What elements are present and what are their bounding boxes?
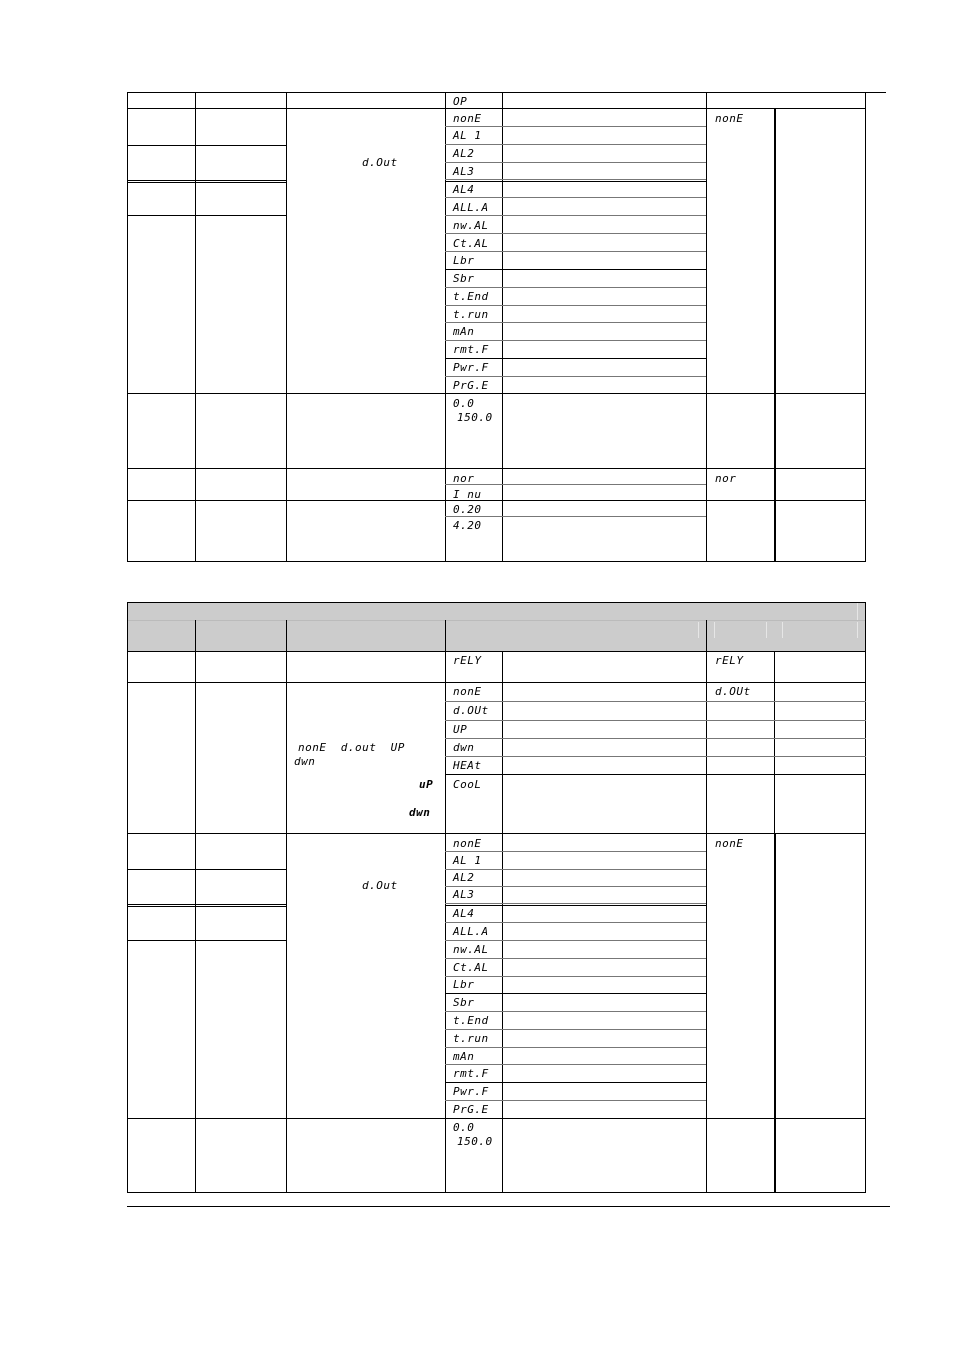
code-inu: I nu xyxy=(453,488,482,501)
code-sbr: Sbr xyxy=(453,272,475,285)
code-420: 4.20 xyxy=(453,519,482,532)
code-dwn-b: dwn xyxy=(453,741,475,754)
code-al2: AL2 xyxy=(453,147,475,160)
default-none-c: nonE xyxy=(715,837,744,850)
desc-up: uP xyxy=(419,778,434,791)
code-rely: rELY xyxy=(453,654,482,667)
code-sbr-c: Sbr xyxy=(453,996,475,1009)
code-ctal-c: Ct.AL xyxy=(453,961,489,974)
code-prge: PrG.E xyxy=(453,379,489,392)
code-cool-b: CooL xyxy=(453,778,482,791)
code-al3-c: AL3 xyxy=(453,888,475,901)
code-max-c: 150.0 xyxy=(457,1135,493,1148)
code-al1: AL 1 xyxy=(453,129,482,142)
code-trun-c: t.run xyxy=(453,1032,489,1045)
code-none-c: nonE xyxy=(453,837,482,850)
code-al3: AL3 xyxy=(453,165,475,178)
bottom-rule xyxy=(127,1206,890,1207)
code-nwal: nw.AL xyxy=(453,219,489,232)
code-man: mAn xyxy=(453,325,475,338)
desc-options-line1: nonE d.out UP xyxy=(298,741,405,754)
code-al2-c: AL2 xyxy=(453,871,475,884)
code-min: 0.0 xyxy=(453,397,475,410)
param-label-2: d.Out xyxy=(362,879,398,892)
code-min-c: 0.0 xyxy=(453,1121,475,1134)
code-rmtf: rmt.F xyxy=(453,343,489,356)
code-tend-c: t.End xyxy=(453,1014,489,1027)
table-header xyxy=(127,602,866,651)
code-tend: t.End xyxy=(453,290,489,303)
default-rely: rELY xyxy=(715,654,744,667)
code-rmtf-c: rmt.F xyxy=(453,1067,489,1080)
top-rule xyxy=(127,92,886,93)
default-dout: d.OUt xyxy=(715,685,751,698)
code-trun: t.run xyxy=(453,308,489,321)
code-lbr-c: Lbr xyxy=(453,978,475,991)
desc-options-line2: dwn xyxy=(294,755,316,768)
code-al1-c: AL 1 xyxy=(453,854,482,867)
code-lbr: Lbr xyxy=(453,254,475,267)
code-dout-b: d.OUt xyxy=(453,704,489,717)
code-prge-c: PrG.E xyxy=(453,1103,489,1116)
code-none-b: nonE xyxy=(453,685,482,698)
desc-dwn: dwn xyxy=(409,806,431,819)
default-none: nonE xyxy=(715,112,744,125)
code-nwal-c: nw.AL xyxy=(453,943,489,956)
code-al4: AL4 xyxy=(453,183,475,196)
code-none: nonE xyxy=(453,112,482,125)
param-label: d.Out xyxy=(362,156,398,169)
code-al4-c: AL4 xyxy=(453,907,475,920)
code-ctal: Ct.AL xyxy=(453,237,489,250)
code-nor: nor xyxy=(453,472,475,485)
code-man-c: mAn xyxy=(453,1050,475,1063)
code-pwrf: Pwr.F xyxy=(453,361,489,374)
default-nor: nor xyxy=(715,472,737,485)
code-alla: ALL.A xyxy=(453,201,489,214)
code-up-b: UP xyxy=(453,723,468,736)
code-op: OP xyxy=(453,95,468,108)
code-020: 0.20 xyxy=(453,503,482,516)
code-pwrf-c: Pwr.F xyxy=(453,1085,489,1098)
code-alla-c: ALL.A xyxy=(453,925,489,938)
code-heat-b: HEAt xyxy=(453,759,482,772)
code-max: 150.0 xyxy=(457,411,493,424)
